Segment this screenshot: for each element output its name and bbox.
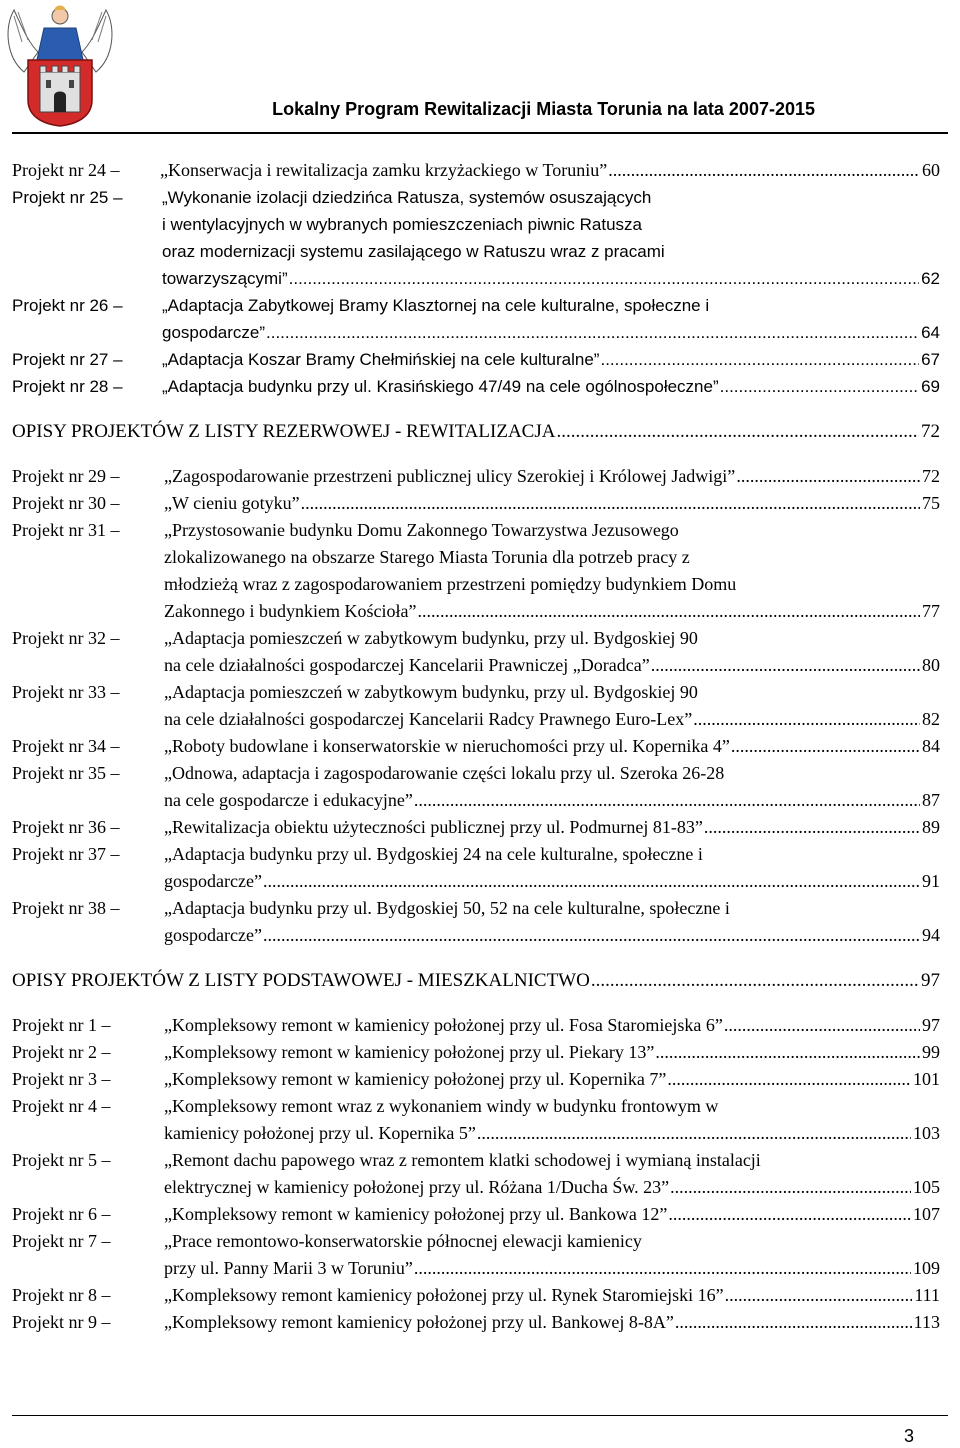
project-title-text: „Kompleksowy remont kamienicy położonej przy ul. Bankowej 8-8A” xyxy=(164,1312,674,1332)
project-title-text: gospodarcze” xyxy=(164,925,262,945)
entry-line xyxy=(164,733,940,760)
project-title-text: „Remont dachu papowego wraz z remontem klatki schodowej i wymianą instalacji xyxy=(164,1150,761,1170)
project-title-text: „Adaptacja Zabytkowej Bramy Klasztornej na cele kulturalne, społeczne i xyxy=(162,296,710,315)
project-number-label: Projekt nr 30 – xyxy=(12,493,120,513)
entry-line xyxy=(164,517,940,544)
page-ref: 89 xyxy=(922,817,940,837)
project-title-text: „Prace remontowo-konserwatorskie północnej elewacji kamienicy xyxy=(164,1231,642,1251)
project-number-label: Projekt nr 26 – xyxy=(12,296,123,315)
toc-entry[interactable] xyxy=(12,1201,940,1228)
dot-leader xyxy=(289,265,919,292)
document-title: Lokalny Program Rewitalizacji Miasta Torunia na lata 2007-2015 xyxy=(272,99,815,119)
torun-coat-of-arms-icon xyxy=(4,2,116,128)
entry-line xyxy=(164,1039,940,1066)
entry-line xyxy=(164,1282,940,1309)
toc-entry[interactable] xyxy=(12,1228,940,1282)
project-number-label: Projekt nr 31 – xyxy=(12,520,120,540)
project-title-text: „Adaptacja pomieszczeń w zabytkowym budynku, przy ul. Bydgoskiej 90 xyxy=(164,682,698,702)
project-title-text: gospodarcze” xyxy=(164,871,262,891)
toc-entry[interactable] xyxy=(12,346,940,373)
project-title-text: na cele działalności gospodarczej Kancelarii Radcy Prawnego Euro-Lex” xyxy=(164,709,693,729)
entry-line xyxy=(162,373,940,400)
entry-line xyxy=(164,1255,940,1282)
project-title-text: przy ul. Panny Marii 3 w Toruniu” xyxy=(164,1258,413,1278)
entry-line xyxy=(164,571,940,598)
project-title-text: elektrycznej w kamienicy położonej przy ul. Różana 1/Ducha Św. 23” xyxy=(164,1177,670,1197)
project-number-label: Projekt nr 7 – xyxy=(12,1231,111,1251)
project-number-label: Projekt nr 6 – xyxy=(12,1204,111,1224)
project-number-label: Projekt nr 36 – xyxy=(12,817,120,837)
project-number-label: Projekt nr 5 – xyxy=(12,1150,111,1170)
dot-leader xyxy=(417,598,920,625)
entry-line xyxy=(164,1201,940,1228)
toc-entry[interactable] xyxy=(12,463,940,490)
toc-entry[interactable] xyxy=(12,679,940,733)
header-rule xyxy=(12,132,948,134)
page-ref: 75 xyxy=(922,493,940,513)
project-title-text: „Kompleksowy remont wraz z wykonaniem windy w budynku frontowym w xyxy=(164,1096,719,1116)
entry-line xyxy=(164,652,940,679)
toc-section-heading[interactable] xyxy=(12,967,940,994)
page-ref: 82 xyxy=(922,709,940,729)
entry-line xyxy=(162,184,940,211)
dot-leader xyxy=(670,1174,911,1201)
toc-entry[interactable] xyxy=(12,1147,940,1201)
project-title-text: „Adaptacja pomieszczeń w zabytkowym budynku, przy ul. Bydgoskiej 90 xyxy=(164,628,698,648)
project-number-label: Projekt nr 24 – xyxy=(12,160,120,180)
toc-entry[interactable] xyxy=(12,157,940,184)
project-title-text: „Kompleksowy remont kamienicy położonej przy ul. Rynek Staromiejski 16” xyxy=(164,1285,724,1305)
entry-line xyxy=(164,1012,940,1039)
page-ref: 97 xyxy=(921,970,940,991)
project-title-text: „Adaptacja Koszar Bramy Chełmińskiej na cele kulturalne” xyxy=(162,350,600,369)
project-number-label: Projekt nr 35 – xyxy=(12,763,120,783)
toc-entry[interactable] xyxy=(12,814,940,841)
dot-leader xyxy=(655,1039,920,1066)
project-title-text: „Kompleksowy remont w kamienicy położonej przy ul. Piekary 13” xyxy=(164,1042,655,1062)
page-ref: 80 xyxy=(922,655,940,675)
entry-line xyxy=(164,625,940,652)
page-ref: 103 xyxy=(913,1123,940,1143)
toc-entry[interactable] xyxy=(12,373,940,400)
project-title-text: młodzieżą wraz z zagospodarowaniem przestrzeni pomiędzy budynkiem Domu xyxy=(164,574,737,594)
entry-line xyxy=(164,1120,940,1147)
entry-line xyxy=(162,211,940,238)
project-title-text: na cele działalności gospodarczej Kancelarii Prawniczej „Doradca” xyxy=(164,655,650,675)
page-ref: 94 xyxy=(922,925,940,945)
project-number-label: Projekt nr 27 – xyxy=(12,350,123,369)
project-title-text: „Adaptacja budynku przy ul. Bydgoskiej 24 na cele kulturalne, społeczne i xyxy=(164,844,703,864)
page-number: 3 xyxy=(903,1426,914,1446)
project-number-label: Projekt nr 32 – xyxy=(12,628,120,648)
dot-leader xyxy=(608,157,920,184)
project-number-label: Projekt nr 2 – xyxy=(12,1042,111,1062)
project-title-text: „W cieniu gotyku” xyxy=(164,493,300,513)
project-title-text: gospodarcze” xyxy=(162,323,266,342)
dot-leader xyxy=(266,319,919,346)
dot-leader xyxy=(675,1309,912,1336)
table-of-contents xyxy=(12,157,940,1336)
toc-entry[interactable] xyxy=(12,625,940,679)
entry-line xyxy=(164,1309,940,1336)
project-title-text: „Roboty budowlane i konserwatorskie w nieruchomości przy ul. Kopernika 4” xyxy=(164,736,730,756)
project-title-text: zlokalizowanego na obszarze Starego Miasta Torunia dla potrzeb pracy z xyxy=(164,547,690,567)
project-title-text: „Adaptacja budynku przy ul. Krasińskiego 47/49 na cele ogólnospołeczne” xyxy=(162,377,719,396)
entry-line xyxy=(164,787,940,814)
entry-line xyxy=(164,841,940,868)
toc-entry[interactable] xyxy=(12,1066,940,1093)
toc-entry[interactable] xyxy=(12,1282,940,1309)
page-ref: 105 xyxy=(913,1177,940,1197)
toc-entry[interactable] xyxy=(12,184,940,292)
page-ref: 91 xyxy=(922,871,940,891)
toc-entry[interactable] xyxy=(12,1012,940,1039)
entry-line xyxy=(164,544,940,571)
footer-rule xyxy=(12,1415,948,1416)
project-number-label: Projekt nr 37 – xyxy=(12,844,120,864)
page-ref: 64 xyxy=(921,323,940,342)
project-number-label: Projekt nr 29 – xyxy=(12,466,120,486)
page-ref: 72 xyxy=(921,421,940,442)
dot-leader xyxy=(414,1255,911,1282)
project-title-text: „Konserwacja i rewitalizacja zamku krzyżackiego w Toruniu” xyxy=(160,160,608,180)
project-number-label: Projekt nr 38 – xyxy=(12,898,120,918)
page-ref: 99 xyxy=(922,1042,940,1062)
project-title-text: „Adaptacja budynku przy ul. Bydgoskiej 50, 52 na cele kulturalne, społeczne i xyxy=(164,898,730,918)
project-title-text: kamienicy położonej przy ul. Kopernika 5” xyxy=(164,1123,476,1143)
entry-line xyxy=(164,922,940,949)
project-number-label: Projekt nr 25 – xyxy=(12,188,123,207)
project-number-label: Projekt nr 28 – xyxy=(12,377,123,396)
entry-line xyxy=(162,319,940,346)
toc-section-heading[interactable] xyxy=(12,418,940,445)
dot-leader xyxy=(668,1201,911,1228)
entry-line xyxy=(164,814,940,841)
project-number-label: Projekt nr 33 – xyxy=(12,682,120,702)
entry-line xyxy=(162,346,940,373)
dot-leader xyxy=(301,490,920,517)
toc-entry[interactable] xyxy=(12,292,940,346)
page-ref: 107 xyxy=(913,1204,940,1224)
page-ref: 113 xyxy=(913,1312,940,1332)
entry-line xyxy=(164,706,940,733)
entry-line xyxy=(164,868,940,895)
entry-line xyxy=(162,265,940,292)
dot-leader xyxy=(724,1012,920,1039)
project-title-text: „Rewitalizacja obiektu użyteczności publicznej przy ul. Podmurnej 81-83” xyxy=(164,817,703,837)
entry-line xyxy=(164,679,940,706)
project-title-text: „Kompleksowy remont w kamienicy położonej przy ul. Bankowa 12” xyxy=(164,1204,668,1224)
project-title-text: Zakonnego i budynkiem Kościoła” xyxy=(164,601,417,621)
entry-line xyxy=(164,895,940,922)
project-title-text: oraz modernizacji systemu zasilającego w Ratuszu wraz z pracami xyxy=(162,242,665,261)
page-ref: 87 xyxy=(922,790,940,810)
project-title-text: towarzyszącymi” xyxy=(162,269,288,288)
page-ref: 60 xyxy=(922,160,940,180)
page-ref: 109 xyxy=(913,1258,940,1278)
page-ref: 72 xyxy=(922,466,940,486)
project-number-label: Projekt nr 34 – xyxy=(12,736,120,756)
entry-line xyxy=(162,292,940,319)
entry-line xyxy=(164,1066,940,1093)
dot-leader xyxy=(667,1066,911,1093)
project-title-text: „Wykonanie izolacji dziedzińca Ratusza, systemów osuszających xyxy=(162,188,652,207)
section-title: OPISY PROJEKTÓW Z LISTY REZERWOWEJ - REWITALIZACJA xyxy=(12,421,556,442)
page-ref: 77 xyxy=(922,601,940,621)
toc-entry[interactable] xyxy=(12,1093,940,1147)
project-number-label: Projekt nr 4 – xyxy=(12,1096,111,1116)
dot-leader xyxy=(263,868,920,895)
page-ref: 111 xyxy=(914,1285,940,1305)
dot-leader xyxy=(477,1120,911,1147)
entry-line xyxy=(164,1147,940,1174)
page-ref: 67 xyxy=(921,350,940,369)
project-number-label: Projekt nr 3 – xyxy=(12,1069,111,1089)
toc-entry[interactable] xyxy=(12,841,940,895)
dot-leader xyxy=(704,814,920,841)
entry-line xyxy=(164,490,940,517)
section-title: OPISY PROJEKTÓW Z LISTY PODSTAWOWEJ - MIESZKALNICTWO xyxy=(12,970,590,991)
project-title-text: i wentylacyjnych w wybranych pomieszczeniach piwnic Ratusza xyxy=(162,215,642,234)
dot-leader xyxy=(725,1282,913,1309)
toc-entry[interactable] xyxy=(12,1309,940,1336)
project-title-text: „Kompleksowy remont w kamienicy położonej przy ul. Kopernika 7” xyxy=(164,1069,667,1089)
project-title-text: „Kompleksowy remont w kamienicy położonej przy ul. Fosa Staromiejska 6” xyxy=(164,1015,723,1035)
project-number-label: Projekt nr 8 – xyxy=(12,1285,111,1305)
dot-leader xyxy=(414,787,920,814)
entry-line xyxy=(160,157,940,184)
project-number-label: Projekt nr 9 – xyxy=(12,1312,111,1332)
page-ref: 84 xyxy=(922,736,940,756)
entry-line xyxy=(164,1174,940,1201)
entry-line xyxy=(162,238,940,265)
project-number-label: Projekt nr 1 – xyxy=(12,1015,111,1035)
project-title-text: „Odnowa, adaptacja i zagospodarowanie części lokalu przy ul. Szeroka 26-28 xyxy=(164,763,725,783)
entry-line xyxy=(164,463,940,490)
dot-leader xyxy=(263,922,920,949)
project-title-text: „Przystosowanie budynku Domu Zakonnego Towarzystwa Jezusowego xyxy=(164,520,679,540)
dot-leader xyxy=(591,967,919,994)
dot-leader xyxy=(693,706,920,733)
toc-entry[interactable] xyxy=(12,733,940,760)
dot-leader xyxy=(600,346,919,373)
toc-entry[interactable] xyxy=(12,895,940,949)
page-ref: 97 xyxy=(922,1015,940,1035)
page-ref: 69 xyxy=(921,377,940,396)
entry-line xyxy=(164,760,940,787)
toc-entry[interactable] xyxy=(12,1039,940,1066)
dot-leader xyxy=(720,373,919,400)
dot-leader xyxy=(736,463,920,490)
entry-line xyxy=(164,1228,940,1255)
dot-leader xyxy=(556,418,919,445)
page-ref: 62 xyxy=(921,269,940,288)
entry-line xyxy=(164,1093,940,1120)
toc-entry[interactable] xyxy=(12,517,940,625)
project-title-text: „Zagospodarowanie przestrzeni publicznej ulicy Szerokiej i Królowej Jadwigi” xyxy=(164,466,736,486)
dot-leader xyxy=(731,733,920,760)
toc-entry[interactable] xyxy=(12,760,940,814)
toc-entry[interactable] xyxy=(12,490,940,517)
project-title-text: na cele gospodarcze i edukacyjne” xyxy=(164,790,413,810)
dot-leader xyxy=(651,652,920,679)
page-ref: 101 xyxy=(913,1069,940,1089)
entry-line xyxy=(164,598,940,625)
